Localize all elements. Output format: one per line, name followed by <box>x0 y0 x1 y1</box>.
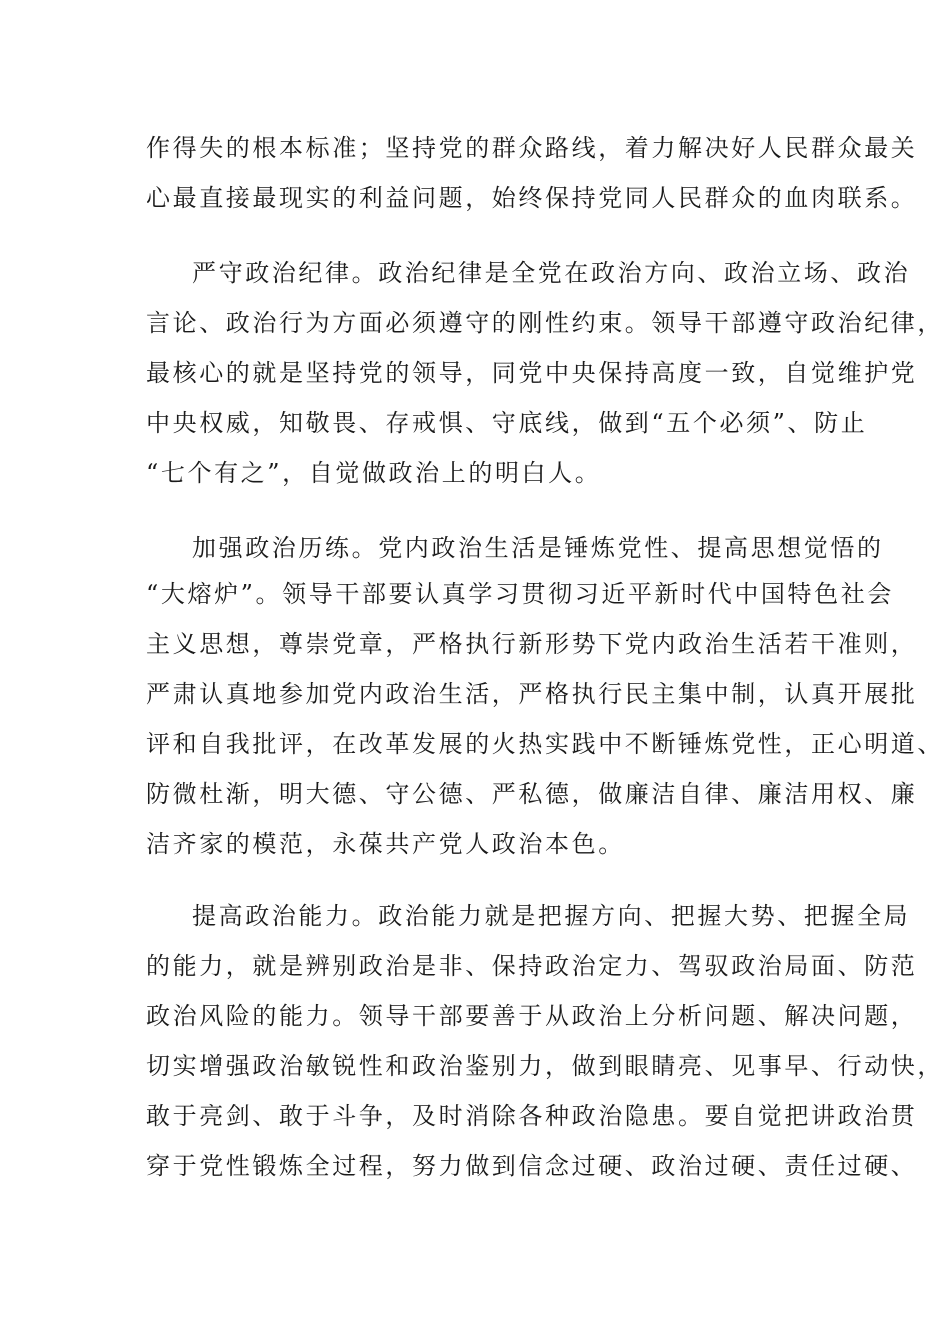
body-text-line: 切实增强政治敏锐性和政治鉴别力，做到眼睛亮、见事早、行动快， <box>146 1052 944 1080</box>
body-text-line: 最核心的就是坚持党的领导，同党中央保持高度一致，自觉维护党 <box>146 359 918 387</box>
body-text-line: 穿于党性锻炼全过程，努力做到信念过硬、政治过硬、责任过硬、 <box>146 1152 918 1180</box>
body-text-line: 的能力，就是辨别政治是非、保持政治定力、驾驭政治局面、防范 <box>146 952 918 980</box>
body-text-line: 心最直接最现实的利益问题，始终保持党同人民群众的血肉联系。 <box>146 184 918 212</box>
body-text-line: 政治风险的能力。领导干部要善于从政治上分析问题、解决问题， <box>146 1002 918 1030</box>
body-text-line: 防微杜渐，明大德、守公德、严私德，做廉洁自律、廉洁用权、廉 <box>146 780 918 808</box>
paragraph-first-line: 加强政治历练。党内政治生活是锤炼党性、提高思想觉悟的 <box>192 534 884 562</box>
body-text-line: “大熔炉”。领导干部要认真学习贯彻习近平新时代中国特色社会 <box>146 580 894 608</box>
body-text-line: 严肃认真地参加党内政治生活，严格执行民主集中制，认真开展批 <box>146 680 918 708</box>
body-text-line: 中央权威，知敬畏、存戒惧、守底线，做到“五个必须”、防止 <box>146 409 868 437</box>
body-text-line: 主义思想，尊崇党章，严格执行新形势下党内政治生活若干准则， <box>146 630 918 658</box>
body-text-line: 洁齐家的模范，永葆共产党人政治本色。 <box>146 830 625 858</box>
body-text-line: “七个有之”，自觉做政治上的明白人。 <box>146 459 602 487</box>
body-text-line: 作得失的根本标准；坚持党的群众路线，着力解决好人民群众最关 <box>146 134 918 162</box>
paragraph-first-line: 提高政治能力。政治能力就是把握方向、把握大势、把握全局 <box>192 902 911 930</box>
body-text-line: 敢于亮剑、敢于斗争，及时消除各种政治隐患。要自觉把讲政治贯 <box>146 1102 918 1130</box>
body-text-line: 言论、政治行为方面必须遵守的刚性约束。领导干部遵守政治纪律， <box>146 309 944 337</box>
body-text-line: 评和自我批评，在改革发展的火热实践中不断锤炼党性，正心明道、 <box>146 730 944 758</box>
paragraph-first-line: 严守政治纪律。政治纪律是全党在政治方向、政治立场、政治 <box>192 259 911 287</box>
